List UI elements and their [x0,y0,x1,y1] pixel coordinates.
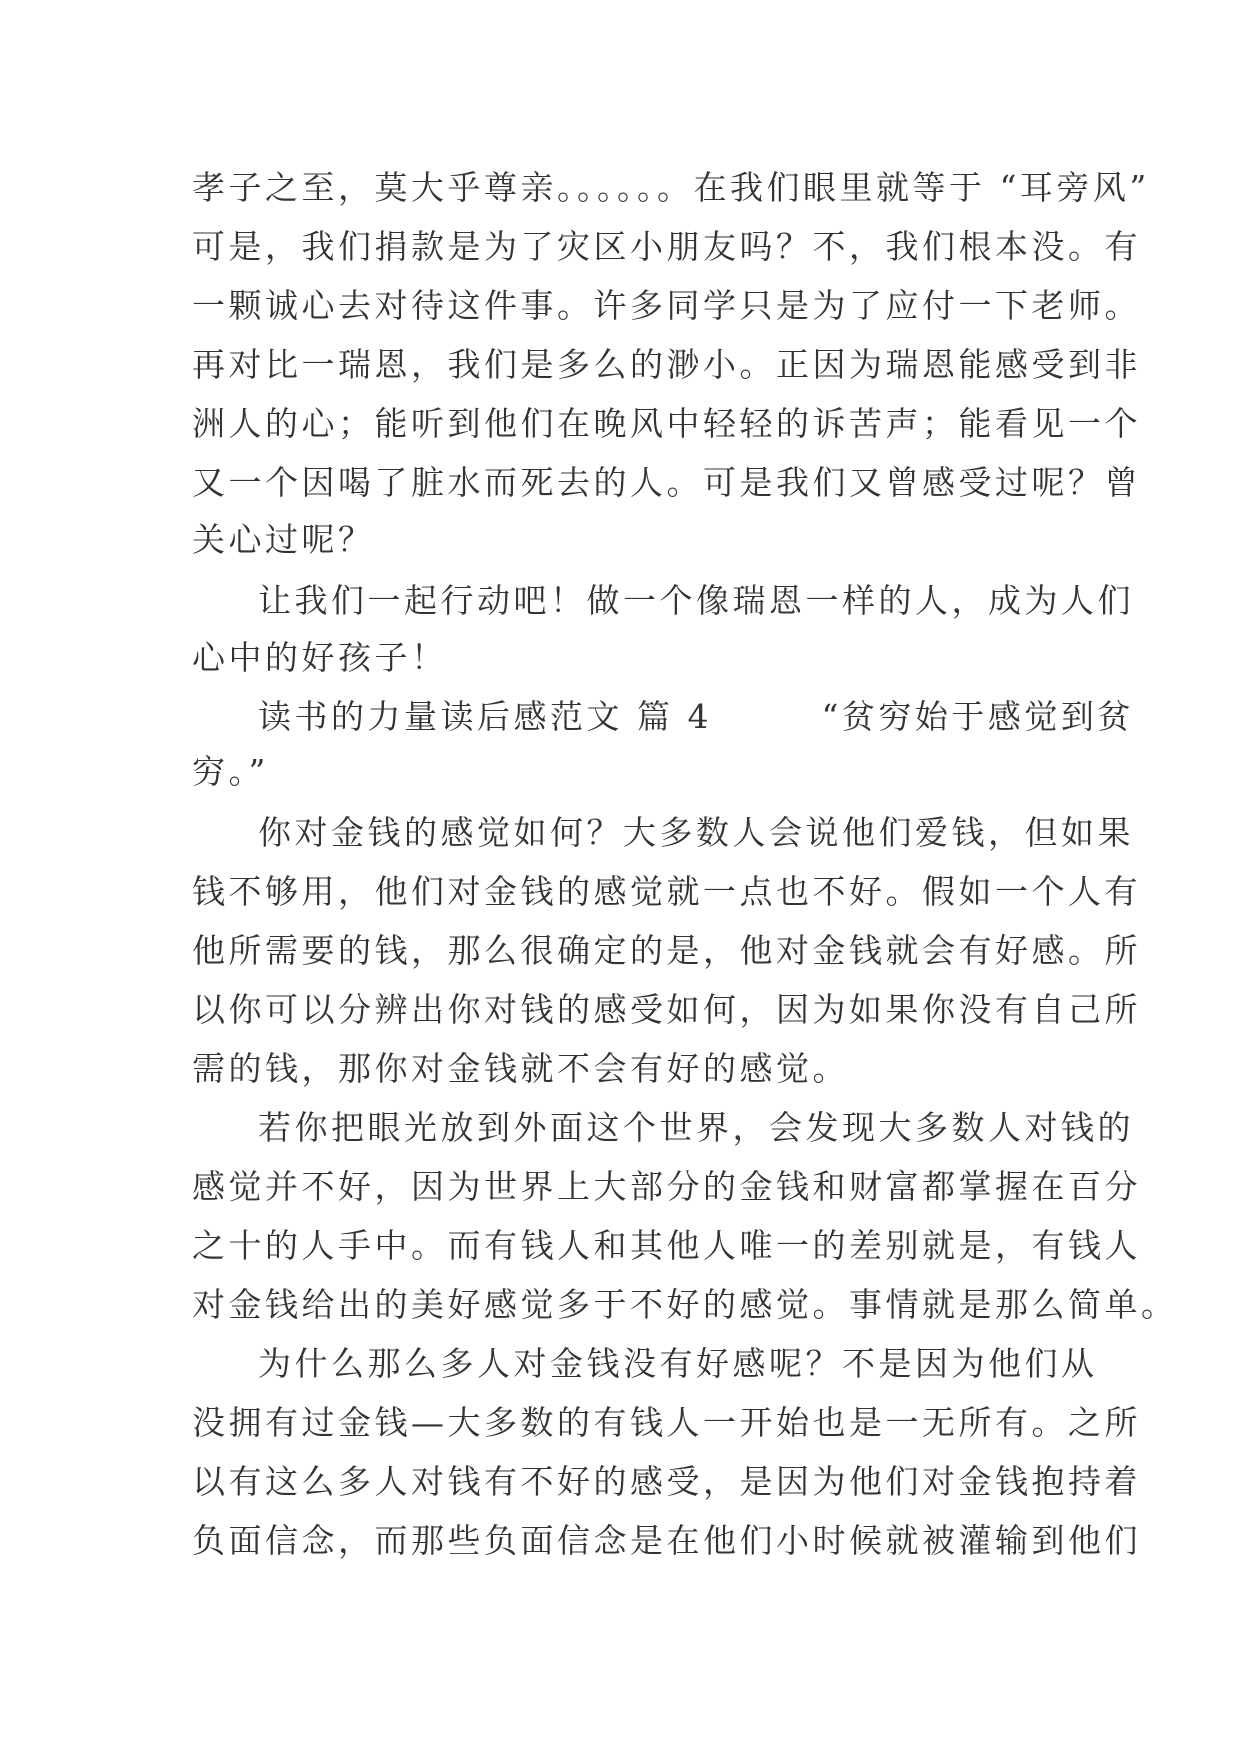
text-line: 心中的好孩子！ [192,638,448,677]
text-line: 又一个因喝了脏水而死去的人。可是我们又曾感受过呢？曾 [192,463,1141,502]
text-line: 没拥有过金钱—大多数的有钱人一开始也是一无所有。之所 [192,1403,1141,1442]
text-line: 为什么那么多人对金钱没有好感呢？不是因为他们从 [258,1344,1098,1383]
text-line: 穷。” [192,752,269,791]
text-line: 对金钱给出的美好感觉多于不好的感觉。事情就是那么简单。 [192,1285,1178,1324]
text-line: 之十的人手中。而有钱人和其他人唯一的差别就是，有钱人 [192,1226,1141,1265]
text-line: 他所需要的钱，那么很确定的是，他对金钱就会有好感。所 [192,931,1141,970]
text-line: 以有这么多人对钱有不好的感受，是因为他们对金钱抱持着 [192,1462,1141,1501]
text-line: 关心过呢？ [192,520,375,559]
text-line: 你对金钱的感觉如何？大多数人会说他们爱钱，但如果 [258,813,1134,852]
text-line: 一颗诚心去对待这件事。许多同学只是为了应付一下老师。 [192,286,1141,325]
text-line: 负面信念，而那些负面信念是在他们小时候就被灌输到他们 [192,1521,1141,1560]
text-line: 孝子之至，莫大乎尊亲。。。。。。在我们眼里就等于 “耳旁风” [192,168,1150,207]
text-line: 可是，我们捐款是为了灾区小朋友吗？不，我们根本没。有 [192,227,1141,266]
text-line: 再对比一瑞恩，我们是多么的渺小。正因为瑞恩能感受到非 [192,345,1141,384]
text-line: 让我们一起行动吧！做一个像瑞恩一样的人，成为人们 [258,581,1134,620]
text-line: 钱不够用，他们对金钱的感觉就一点也不好。假如一个人有 [192,872,1141,911]
text-line: 洲人的心；能听到他们在晚风中轻轻的诉苦声；能看见一个 [192,404,1141,443]
section-heading-line: 读书的力量读后感范文 篇 4 “贫穷始于感觉到贫 [258,697,1134,736]
text-line: 以你可以分辨出你对钱的感受如何，因为如果你没有自己所 [192,990,1141,1029]
text-line: 需的钱，那你对金钱就不会有好的感觉。 [192,1049,849,1088]
text-line: 若你把眼光放到外面这个世界，会发现大多数人对钱的 [258,1108,1134,1147]
text-line: 感觉并不好，因为世界上大部分的金钱和财富都掌握在百分 [192,1167,1141,1206]
